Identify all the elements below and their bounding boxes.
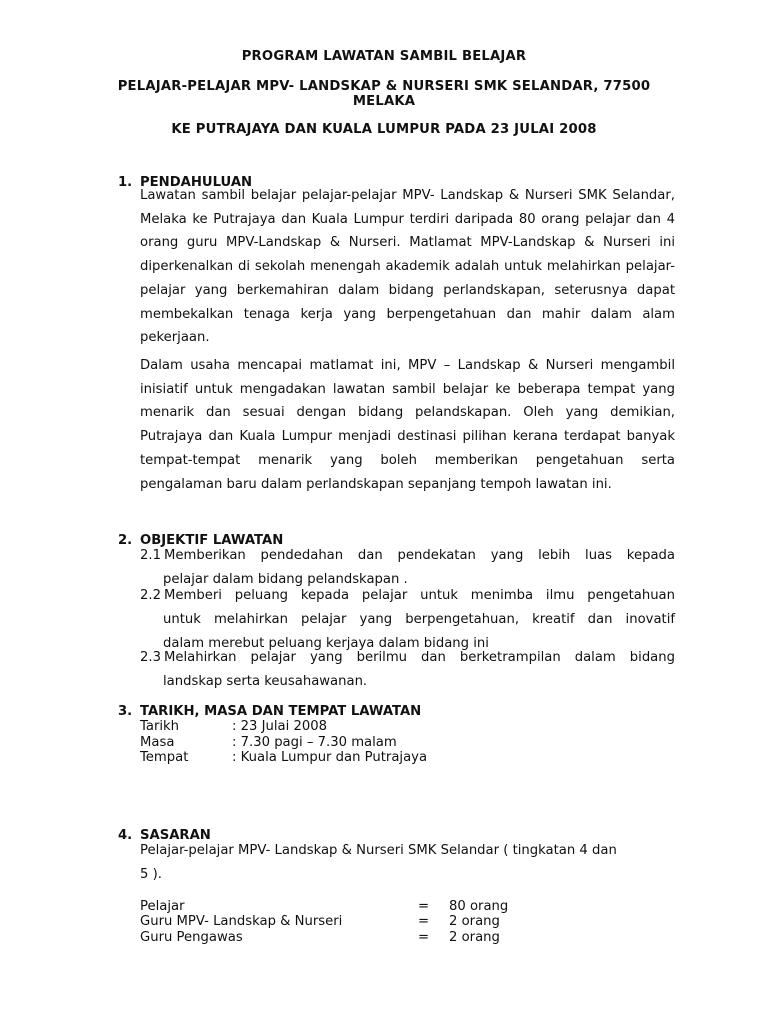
paragraph: Lawatan sambil belajar pelajar-pelajar MPV- Landskap & Nurseri SMK Selandar, Melaka ke Putrajaya dan Kuala Lumpur terdiri daripada 80 orang pelajar dan 4 orang guru MPV-Landskap & Nurseri. Matlamat MPV-Landskap & Nurseri ini diperkenalkan di sekolah menengah akademik adalah untuk melahirkan pelajar-pelajar yang berkemahiran dalam bidang perlandskapan, seterusnya dapat membekalkan tenaga kerja yang berpengetahuan dan mahir dalam alam pekerjaan. [140, 188, 675, 346]
target-row-guru-pengawas [140, 930, 500, 946]
section-number: 2. [118, 533, 133, 548]
target-description-line2: 5 ). [140, 867, 162, 882]
objective-number: 2.1 [140, 548, 161, 563]
detail-value: : 7.30 pagi – 7.30 malam [232, 735, 397, 750]
objective-item [140, 646, 675, 694]
section-heading-sasaran [118, 827, 211, 844]
target-description-line1: Pelajar-pelajar MPV- Landskap & Nurseri SMK Selandar ( tingkatan 4 dan [140, 843, 617, 858]
target-value: 2 orang [449, 930, 500, 945]
detail-label: Masa [140, 735, 175, 750]
objective-number: 2.2 [140, 588, 161, 603]
document-subtitle-2: KE PUTRAJAYA DAN KUALA LUMPUR PADA 23 JULAI 2008 [171, 122, 597, 137]
equals-sign: = [418, 914, 430, 929]
target-value: 80 orang [449, 899, 509, 914]
detail-value: : Kuala Lumpur dan Putrajaya [232, 750, 428, 765]
detail-value: : 23 Julai 2008 [232, 719, 328, 734]
equals-sign: = [418, 930, 430, 945]
objective-text: Memberikan pendedahan dan pendekatan yang lebih luas kepada [164, 548, 675, 563]
section-title: OBJEKTIF LAWATAN [140, 533, 284, 548]
target-label: Pelajar [140, 899, 185, 914]
target-label: Guru Pengawas [140, 930, 243, 945]
document-subtitle-line1: PELAJAR-PELAJAR MPV- LANDSKAP & NURSERI SMK SELANDAR, 77500 [117, 79, 651, 94]
section-heading-tarikh [118, 703, 421, 720]
objective-text: Memberi peluang kepada pelajar untuk menimba ilmu pengetahuan [164, 588, 675, 603]
objective-text-continued: untuk melahirkan pelajar yang berpengetahuan, kreatif dan inovatif [163, 612, 675, 627]
detail-row-tempat [140, 750, 427, 766]
detail-row-masa [140, 735, 397, 751]
objective-text-continued: landskap serta keusahawanan. [163, 674, 368, 689]
target-value: 2 orang [449, 914, 500, 929]
document-subtitle-line2: MELAKA [352, 94, 416, 109]
section-title: SASARAN [140, 828, 211, 843]
detail-label: Tarikh [140, 719, 180, 734]
objective-text-continued: dalam merebut peluang kerjaya dalam bidang ini [163, 636, 489, 651]
section-title: TARIKH, MASA DAN TEMPAT LAWATAN [140, 704, 422, 719]
objective-number: 2.3 [140, 650, 161, 665]
detail-label: Tempat [140, 750, 189, 765]
target-label: Guru MPV- Landskap & Nurseri [140, 914, 343, 929]
document-title: PROGRAM LAWATAN SAMBIL BELAJAR [241, 49, 527, 64]
paragraph: Dalam usaha mencapai matlamat ini, MPV – Landskap & Nurseri mengambil inisiatif untuk mengadakan lawatan sambil belajar ke beberapa tempat yang menarik dan sesuai dengan bidang pelandskapan. Oleh yang demikian, Putrajaya dan Kuala Lumpur menjadi destinasi pilihan kerana terdapat banyak tempat-tempat menarik yang boleh memberikan pengetahuan serta pengalaman baru dalam perlandskapan sepanjang tempoh lawatan ini. [140, 358, 675, 492]
section-number: 3. [118, 704, 133, 719]
equals-sign: = [418, 899, 430, 914]
target-row-guru-mpv [140, 914, 500, 930]
objective-text-continued: pelajar dalam bidang pelandskapan . [163, 572, 408, 587]
target-row-pelajar [140, 899, 508, 915]
objective-text: Melahirkan pelajar yang berilmu dan berketrampilan dalam bidang [164, 650, 675, 665]
section-number: 1. [118, 175, 133, 190]
section-title: PENDAHULUAN [140, 175, 253, 190]
detail-row-tarikh [140, 719, 327, 735]
section-number: 4. [118, 828, 133, 843]
